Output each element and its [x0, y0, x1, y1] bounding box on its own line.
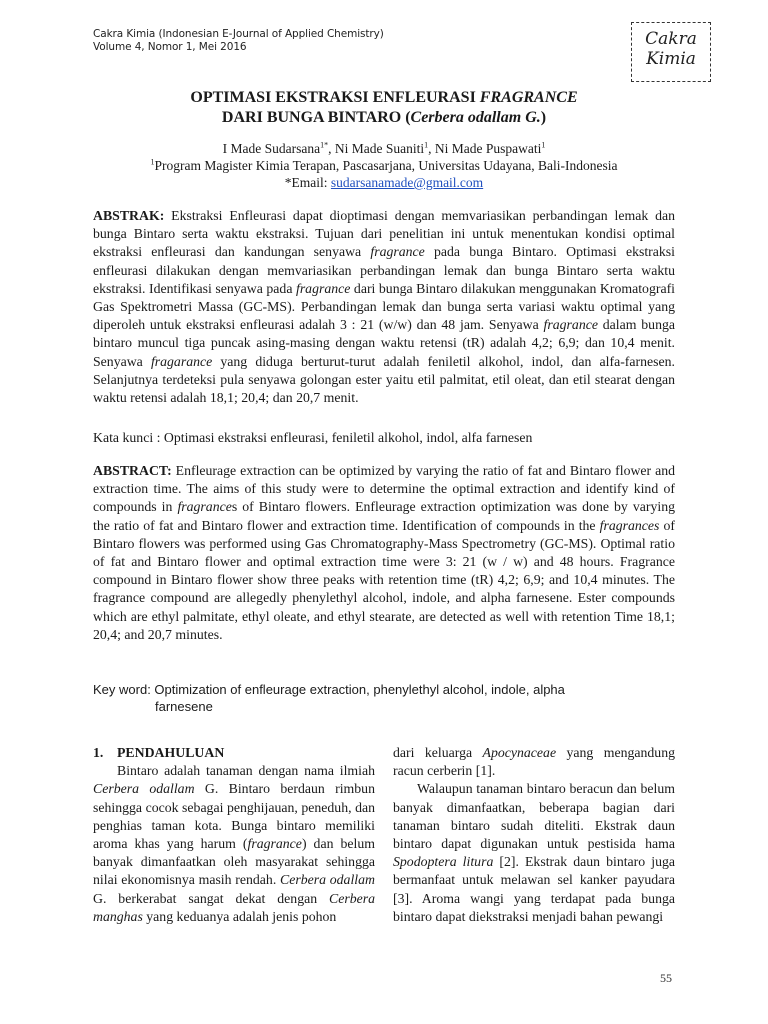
- author-block: [93, 140, 675, 191]
- abstract-paragraph: [93, 462, 675, 644]
- abstrak-label: ABSTRAK:: [93, 208, 165, 223]
- abstrak-text: pada bunga Bintaro. Optimasi ekstraksi enfleurasi dilakukan dengan memvariasikan perbandingan lemak dan bunga Bintaro serta waktu ekstraksi. Identifikasi senyawa pada: [93, 244, 675, 296]
- logo-word-cakra: Cakra: [645, 29, 697, 49]
- key-word-line-2: farnesene: [155, 699, 213, 714]
- intro-italic: fragrance: [247, 836, 302, 852]
- intro-text: yang mengandung racun cerberin [1].: [393, 745, 675, 779]
- section-number: 1.: [93, 745, 104, 760]
- intro-left-column: [93, 744, 375, 926]
- journal-header: [93, 28, 384, 54]
- author-2: Ni Made Suaniti: [334, 141, 425, 156]
- affiliation-sup: 1: [150, 157, 155, 167]
- kata-kunci: Kata kunci : Optimasi ekstraksi enfleurasi, feniletil alkohol, indol, alfa farnesen: [93, 430, 533, 445]
- page-number: 55: [660, 971, 672, 985]
- abstrak-text: dari bunga Bintaro dilakukan menggunakan Kromatografi Gas Spektrometri Massa (GC-MS). Perbandingan lemak dan bunga serta variasi waktu optimal yang diperoleh untuk ekstraksi enfleurasi adalah 3 : 21 (w/w) dan 48 jam. Senyawa: [93, 280, 675, 333]
- author-3: Ni Made Puspawati: [434, 141, 542, 156]
- section-heading: [93, 744, 375, 762]
- abstract-text: Enfleurage extraction can be optimized by varying the ratio of fat and Bintaro flower and extraction time. The aims of this study were to determine the optimal extraction and identify kind of compounds in: [93, 463, 675, 515]
- title-line-1: [93, 88, 675, 108]
- intro-text: G. berkerabat sangat dekat dengan: [93, 890, 329, 906]
- journal-name: Cakra Kimia (Indonesian E-Journal of Applied Chemistry): [93, 28, 384, 40]
- abstrak-text: Ekstraksi Enfleurasi dapat dioptimasi dengan memvariasikan perbandingan lemak dan bunga Bintaro serta waktu ekstraksi. Tujuan dari penelitian ini untuk menentukan kondisi optimal ekstraksi enfleurasi dan kandungan senyawa: [93, 208, 675, 260]
- title-line-2-close: ): [540, 109, 547, 126]
- intro-italic: Apocynaceae: [482, 745, 557, 760]
- abstract-italic: fragrances: [599, 517, 660, 533]
- abstract-text: s of Bintaro flowers. Enfleurage extraction optimization was done by varying the ratio of fat and Bintaro flower and extraction time. Identification of compounds in the: [93, 499, 675, 533]
- intro-text: dari keluarga: [393, 745, 483, 760]
- abstrak-italic: fragarance: [150, 353, 213, 369]
- intro-paragraph-1: [93, 762, 375, 926]
- intro-italic: Cerbera odallam: [280, 872, 375, 888]
- intro-paragraph-2: [393, 780, 675, 926]
- abstract-text: of Bintaro flowers was performed using Gas Chromatography-Mass Spectrometry (GC-MS). Optimal ratio of fat and Bintaro flower and optimal extraction time were 3: 21 (w / w) and 48 hours. Fragrance compound in Bintaro flower show three peaks with retention time (tR) 4,2; 6,9; and 10,4 minutes. The fragrance compound are allegedly phenylethyl alcohol, indole, and alpha farnesene. Ester compounds which are ethyl palmitate, ethyl oleate, and ethyl stearate, are detected as well with retention Time 18,1; 20,4; and 20,7 minutes.: [93, 517, 675, 642]
- author-sep: ,: [428, 141, 435, 156]
- title-line-2-italic: Cerbera odallam G.: [410, 109, 541, 126]
- key-word: [93, 681, 675, 715]
- abstrak-text: dalam bunga bintaro muncul tiga puncak asing-masing dengan waktu retensi (tR) adalah 4,2; 6,9; dan 10,4 menit. Senyawa: [93, 317, 676, 369]
- title-line-2: [93, 108, 675, 128]
- key-word-line-1: Key word: Optimization of enfleurage extraction, phenylethyl alcohol, indole, alpha: [93, 682, 565, 697]
- title-line-1-italic: FRAGRANCE: [479, 89, 578, 106]
- author-3-sup: 1: [541, 140, 546, 150]
- intro-text: G. Bintaro berdaun rimbun sehingga cocok sebagai penghijauan, peneduh, dan penghias taman kota. Bunga bintaro memiliki aroma khas yang harum (: [93, 781, 375, 852]
- title-line-1-text: OPTIMASI EKSTRAKSI ENFLEURASI: [190, 89, 480, 106]
- author-1-sup: 1*: [320, 140, 329, 150]
- paper-title: [93, 88, 675, 128]
- journal-volume: Volume 4, Nomor 1, Mei 2016: [93, 41, 247, 53]
- email-link[interactable]: sudarsanamade@gmail.com: [330, 175, 484, 190]
- author-1: I Made Sudarsana: [222, 141, 321, 156]
- intro-text: Bintaro adalah tanaman dengan nama ilmiah: [117, 763, 375, 779]
- section-heading-text: PENDAHULUAN: [117, 745, 225, 760]
- abstrak-text: yang diduga berturut-turut adalah feniletil alkohol, indol, dan alfa-farnesen. Selanjutnya terdeteksi pula senyawa golongan ester yaitu etil palmitat, etil oleat, dan etil stearat dengan waktu retensi adalah 18,1; 20,4; dan 20,7 menit.: [93, 353, 675, 406]
- intro-paragraph-1-cont: [393, 744, 675, 780]
- abstrak-italic: fragrance: [295, 280, 351, 296]
- affiliation-text: Program Magister Kimia Terapan, Pascasarjana, Universitas Udayana, Bali-Indonesia: [154, 158, 618, 173]
- intro-italic: Cerbera manghas: [93, 890, 375, 924]
- abstrak-italic: fragrance: [543, 317, 598, 333]
- intro-text: [2]. Ekstrak daun bintaro juga bermanfaat untuk melawan sel kanker payudara [3]. Aroma wangi yang terdapat pada bunga bintaro dapat diekstraksi menjadi bahan pewangi: [393, 854, 675, 924]
- author-list: [93, 140, 675, 157]
- intro-text: ) dan belum banyak dimanfaatkan oleh masyarakat sehingga nilai ekonomisnya masih rendah.: [93, 836, 375, 888]
- author-sep: ,: [328, 141, 335, 156]
- intro-italic: Cerbera odallam: [93, 781, 195, 797]
- intro-text: Walaupun tanaman bintaro beracun dan belum banyak dimanfaatkan, beberapa bagian dari tanaman bintaro sudah diteliti. Ekstrak daun bintaro dapat digunakan untuk pestisida hama: [393, 781, 675, 852]
- journal-logo: [631, 22, 711, 82]
- abstract-label: ABSTRACT:: [93, 463, 172, 478]
- intro-italic: Spodoptera litura: [393, 854, 494, 870]
- affiliation: [93, 157, 675, 174]
- email-label: *Email:: [284, 175, 331, 190]
- intro-right-column: [393, 744, 675, 926]
- abstract-italic: fragrance: [177, 499, 232, 515]
- email-line: [93, 174, 675, 191]
- title-line-2-text: DARI BUNGA BINTARO (: [221, 109, 411, 126]
- intro-text: yang keduanya adalah jenis pohon: [142, 908, 337, 924]
- abstrak-paragraph: [93, 207, 675, 407]
- author-2-sup: 1: [424, 140, 429, 150]
- logo-word-kimia: Kimia: [646, 49, 696, 69]
- abstrak-italic: fragrance: [370, 244, 425, 260]
